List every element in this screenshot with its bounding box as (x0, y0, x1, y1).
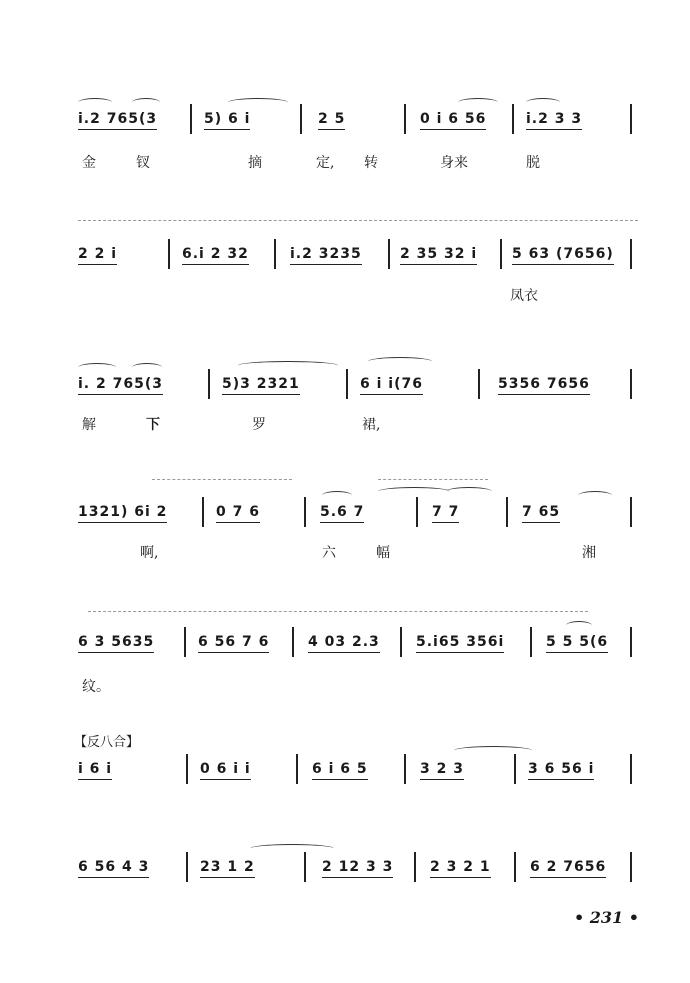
lyric: 凤衣 (510, 288, 538, 304)
measure: 6 2 7656 (530, 848, 606, 888)
slur (368, 357, 432, 366)
barline (190, 104, 192, 134)
staff-system-1 (78, 100, 638, 140)
barline (512, 104, 514, 134)
barline (274, 239, 276, 269)
barline (530, 627, 532, 657)
barline (300, 104, 302, 134)
staff-system-5 (78, 623, 638, 663)
measure: 6.i 2 32 (182, 235, 249, 275)
measure: 5 63 (7656) (512, 235, 614, 275)
measure: 3 2 3 (420, 750, 464, 790)
staff-system-2 (78, 235, 638, 275)
barline (186, 852, 188, 882)
measure: 2 5 (318, 100, 345, 140)
measure: 4 03 2.3 (308, 623, 380, 663)
slur (566, 621, 592, 630)
measure: 0 7 6 (216, 493, 260, 533)
measure: 0 i 6 56 (420, 100, 486, 140)
barline (478, 369, 480, 399)
measure: i 6 i (78, 750, 112, 790)
lyric: 金 (82, 155, 96, 171)
lyrics-system-1 (78, 152, 638, 174)
barline (186, 754, 188, 784)
measure: i.2 3 3 (526, 100, 582, 140)
barline (630, 627, 632, 657)
slur (132, 98, 160, 107)
measure: 2 3 2 1 (430, 848, 491, 888)
barline (168, 239, 170, 269)
mode-label: 【反八合】 (74, 735, 140, 750)
lyric: 下 (146, 417, 160, 433)
slur (322, 491, 352, 500)
lyric: 钗 (136, 155, 150, 171)
dashed-rule (152, 479, 292, 480)
barline (416, 497, 418, 527)
barline (404, 104, 406, 134)
measure: 7 65 (522, 493, 560, 533)
barline (400, 627, 402, 657)
barline (388, 239, 390, 269)
staff-system-6 (78, 750, 638, 790)
lyric: 啊, (140, 545, 159, 561)
lyrics-system-2 (78, 285, 638, 307)
lyric: 摘 (248, 155, 262, 171)
measure: 2 12 3 3 (322, 848, 393, 888)
barline (304, 852, 306, 882)
measure: 0 6 i i (200, 750, 251, 790)
slur (454, 746, 532, 755)
slur (378, 487, 450, 496)
barline (630, 369, 632, 399)
measure: 5)3 2321 (222, 365, 300, 405)
measure: i.2 765(3 (78, 100, 157, 140)
measure: 5.i65 356i (416, 623, 504, 663)
measure: 6 3 5635 (78, 623, 154, 663)
barline (346, 369, 348, 399)
lyric: 湘 (582, 545, 596, 561)
barline (630, 239, 632, 269)
measure: 7 7 (432, 493, 459, 533)
staff-system-7 (78, 848, 638, 888)
barline (296, 754, 298, 784)
barline (506, 497, 508, 527)
lyric: 脱 (526, 155, 540, 171)
barline (514, 852, 516, 882)
measure: 5 5 5(6 (546, 623, 608, 663)
staff-system-4 (78, 493, 638, 533)
lyric: 纹。 (82, 679, 110, 695)
barline (630, 497, 632, 527)
measure: 5) 6 i (204, 100, 250, 140)
measure: i. 2 765(3 (78, 365, 163, 405)
slur (458, 98, 498, 107)
measure: 3 6 56 i (528, 750, 594, 790)
slur (578, 491, 612, 500)
lyrics-system-3 (78, 414, 638, 436)
dashed-rule (88, 611, 588, 612)
barline (292, 627, 294, 657)
barline (184, 627, 186, 657)
page-number: • 231 • (574, 908, 639, 927)
slur (250, 844, 334, 853)
lyric: 转 (364, 155, 378, 171)
measure: 6 i 6 5 (312, 750, 368, 790)
slur (132, 363, 162, 372)
barline (208, 369, 210, 399)
measure: 1321) 6i 2 (78, 493, 167, 533)
slur (446, 487, 492, 496)
measure: 5.6 7 (320, 493, 364, 533)
measure: 5356 7656 (498, 365, 590, 405)
lyric: 定, (316, 155, 335, 171)
lyric: 解 (82, 417, 96, 433)
barline (304, 497, 306, 527)
lyrics-system-4 (78, 542, 638, 564)
slur (78, 98, 112, 107)
lyric: 罗 (252, 417, 266, 433)
barline (414, 852, 416, 882)
barline (500, 239, 502, 269)
barline (630, 852, 632, 882)
slur (238, 361, 338, 370)
slur (78, 363, 116, 372)
measure: 2 2 i (78, 235, 117, 275)
barline (514, 754, 516, 784)
measure: 23 1 2 (200, 848, 255, 888)
lyric: 幅 (376, 545, 390, 561)
dashed-rule (378, 479, 488, 480)
lyric: 六 (322, 545, 336, 561)
lyric: 身来 (440, 155, 468, 171)
slur (228, 98, 288, 107)
lyrics-system-5 (78, 676, 638, 698)
barline (202, 497, 204, 527)
dashed-rule (78, 220, 638, 221)
barline (404, 754, 406, 784)
staff-system-3 (78, 365, 638, 405)
slur (526, 98, 560, 107)
measure: 6 56 4 3 (78, 848, 149, 888)
barline (630, 104, 632, 134)
lyric: 裙, (362, 417, 381, 433)
barline (630, 754, 632, 784)
measure: 2 35 32 i (400, 235, 477, 275)
measure: i.2 3235 (290, 235, 362, 275)
measure: 6 i i(76 (360, 365, 423, 405)
measure: 6 56 7 6 (198, 623, 269, 663)
